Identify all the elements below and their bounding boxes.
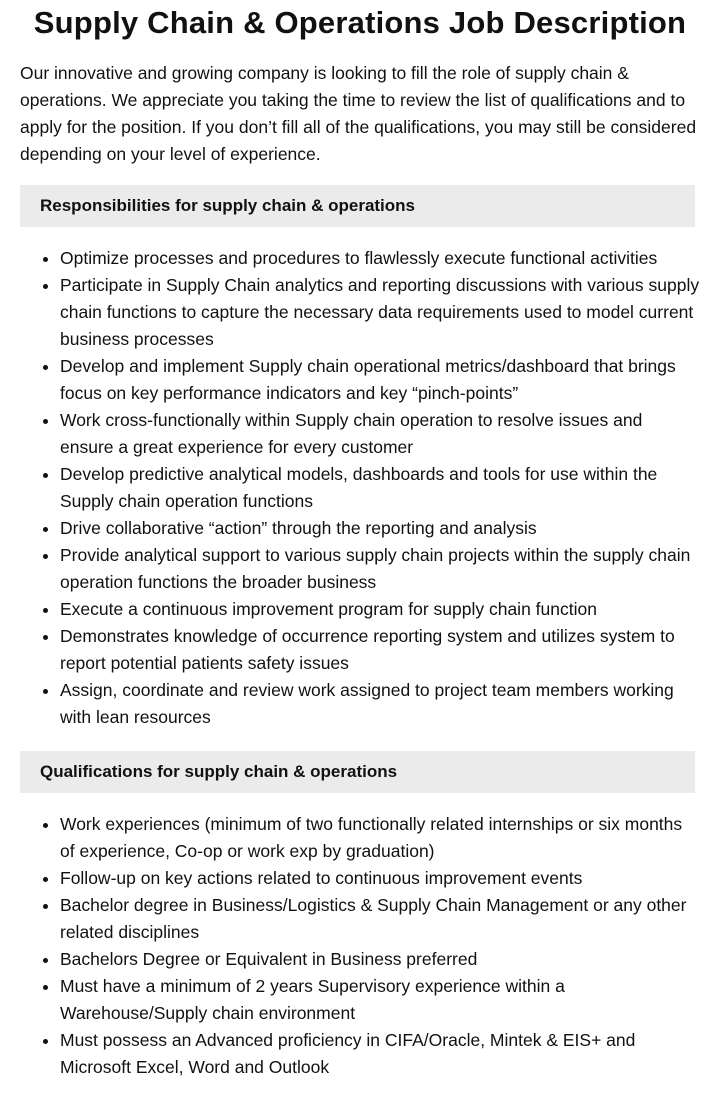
intro-paragraph: Our innovative and growing company is looking to fill the role of supply chain & operations. We appreciate you taking the time to review the list of qualifications and to apply for the position. If you don’t fill all of the qualifications, you may still be considered depending on your level of experience. xyxy=(20,63,697,164)
qualifications-heading: Qualifications for supply chain & operations xyxy=(20,751,695,793)
list-item: • Develop and implement Supply chain operational metrics/dashboard that brings focus on key performance indicators and key “pinch-points” xyxy=(60,353,700,407)
list-item: • Bachelor degree in Business/Logistics & Supply Chain Management or any other related disciplines xyxy=(60,892,700,946)
list-item: • Follow-up on key actions related to continuous improvement events xyxy=(60,865,700,892)
list-item: • Assign, coordinate and review work assigned to project team members working with lean resources xyxy=(60,677,700,731)
list-item: • Provide analytical support to various supply chain projects within the supply chain operation functions the broader business xyxy=(60,542,700,596)
list-item: • Participate in Supply Chain analytics and reporting discussions with various supply chain functions to capture the necessary data requirements used to model current business processes xyxy=(60,272,700,353)
responsibilities-heading: Responsibilities for supply chain & operations xyxy=(20,185,695,227)
list-item: • Drive collaborative “action” through the reporting and analysis xyxy=(60,515,700,542)
list-item: • Work experiences (minimum of two functionally related internships or six months of experience, Co-op or work exp by graduation) xyxy=(60,811,700,865)
list-item: • Must have a minimum of 2 years Supervisory experience within a Warehouse/Supply chain environment xyxy=(60,973,700,1027)
page-title: Supply Chain & Operations Job Description xyxy=(33,5,687,40)
list-item: • Optimize processes and procedures to flawlessly execute functional activities xyxy=(60,245,700,272)
list-item: • Bachelors Degree or Equivalent in Business preferred xyxy=(60,946,700,973)
qualifications-list xyxy=(20,811,700,1081)
list-item: • Demonstrates knowledge of occurrence reporting system and utilizes system to report potential patients safety issues xyxy=(60,623,700,677)
list-item: • Work cross-functionally within Supply chain operation to resolve issues and ensure a great experience for every customer xyxy=(60,407,700,461)
list-item: • Execute a continuous improvement program for supply chain function xyxy=(60,596,700,623)
list-item: • Develop predictive analytical models, dashboards and tools for use within the Supply chain operation functions xyxy=(60,461,700,515)
responsibilities-list xyxy=(20,245,700,731)
list-item: • Must possess an Advanced proficiency in CIFA/Oracle, Mintek & EIS+ and Microsoft Excel, Word and Outlook xyxy=(60,1027,700,1081)
